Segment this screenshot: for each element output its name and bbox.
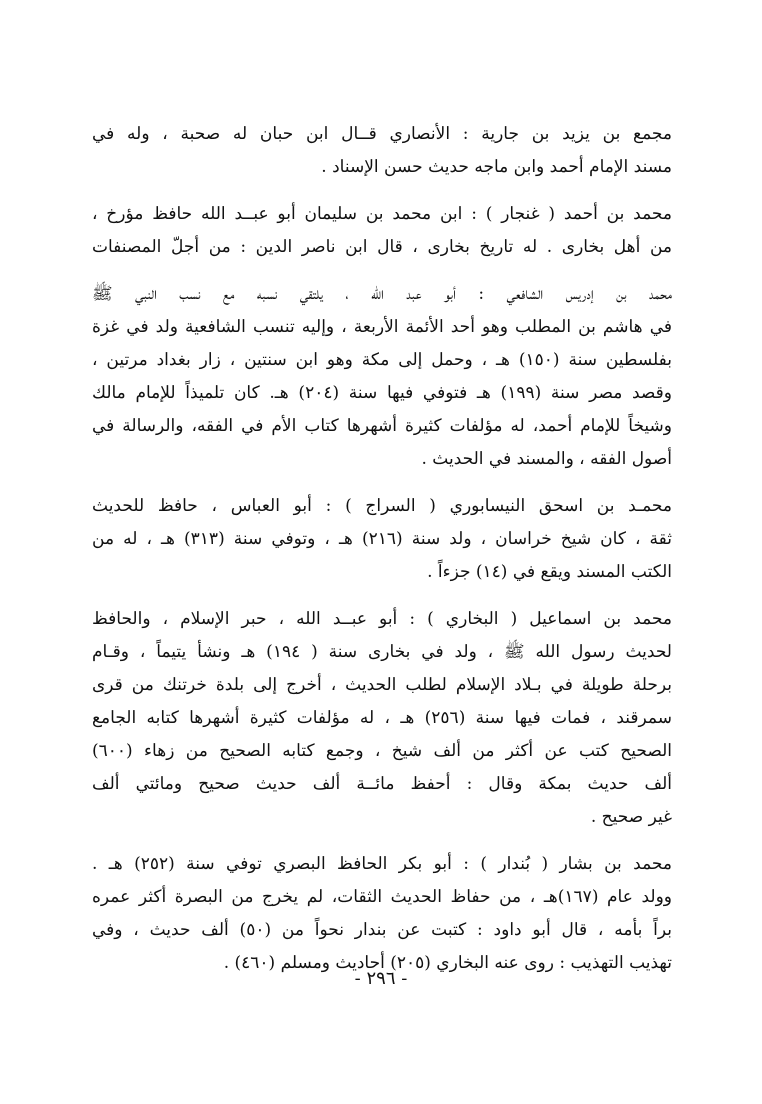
entry-line: براً بأمه ، قال أبو داود : كتبت عن بندار نحواً من (٥٠) ألف حديث ، وفي: [92, 920, 672, 940]
entry-line: مجمع بن يزيد بن جارية : الأنصاري قــال ابن حبان له صحبة ، وله في: [92, 124, 672, 144]
entry-line: الكتب المسند ويقع في (١٤) جزءاً .: [427, 562, 672, 582]
entry-line: محمد بن أحمد ( غنجار ) : ابن محمد بن سليمان أبو عبــد الله حافظ مؤرخ ،: [92, 204, 672, 224]
entry-line: لحديث رسول الله ﷺ ، ولد في بخارى سنة ( ١٩٤) هـ ونشأ يتيماً ، وقـام: [92, 642, 672, 662]
entry-al-bukhari: [92, 603, 672, 834]
entry-line: وولد عام (١٦٧)هـ ، من حفاظ الحديث الثقات، لم يخرج من البصرة أكثر عمره: [92, 887, 672, 907]
entry-line: وشيخاً للإمام أحمد، له مؤلفات كثيرة أشهرها كتاب الأم في الفقه، والرسالة في: [92, 416, 672, 436]
entry-line: محمد بن إدريس الشافعي : أبو عبد الله ، يلتقي نسبه مع نسب النبي ﷺ: [92, 284, 672, 304]
entry-line: محمـد بن اسحق النيسابوري ( السراج ) : أبو العباس ، حافظ للحديث: [92, 496, 672, 516]
entry-line: ثقة ، كان شيخ خراسان ، ولد سنة (٢١٦) هـ ، وتوفي سنة (٣١٣) هـ ، له من: [92, 529, 672, 549]
entry-line: برحلة طويلة في بـلاد الإسلام لطلب الحديث ، أخرج إلى بلدة خرتنك من قرى: [92, 675, 672, 695]
entry-line: وقصد مصر سنة (١٩٩) هـ فتوفي فيها سنة (٢٠٤) هـ. كان تلميذاً للإمام مالك: [92, 383, 672, 403]
entry-line: ألف حديث بمكة وقال : أحفظ مائــة ألف حديث صحيح ومائتي ألف: [92, 774, 672, 794]
entry-line: غير صحيح .: [590, 807, 672, 827]
entry-line: الصحيح كتب عن أكثر من ألف شيخ ، وجمع كتابه الصحيح من زهاء (٦٠٠): [92, 741, 672, 761]
entries-container: [92, 118, 672, 994]
entry-line: أصول الفقه ، والمسند في الحديث .: [421, 449, 672, 469]
entry-mujamma-ibn-yazid: [92, 118, 672, 184]
entry-line: بفلسطين سنة (١٥٠) هـ ، وحمل إلى مكة وهو ابن سنتين ، زار بغداد مرتين ،: [92, 350, 672, 370]
entry-al-sarraj: [92, 490, 672, 589]
entry-bundar: [92, 848, 672, 980]
entry-line: مسند الإمام أحمد وابن ماجه حديث حسن الإسناد .: [321, 157, 672, 177]
page-number: - ٢٩٦ -: [354, 968, 408, 989]
entry-line: تهذيب التهذيب : روى عنه البخاري (٢٠٥) أحاديث ومسلم (٤٦٠) .: [223, 953, 672, 973]
entry-muhammad-ibn-ahmad-ghunjar: [92, 198, 672, 264]
entry-line: محمد بن بشار ( بُندار ) : أبو بكر الحافظ البصري توفي سنة (٢٥٢) هـ .: [92, 854, 672, 874]
entry-al-shafii: [92, 278, 672, 476]
entry-line: محمد بن اسماعيل ( البخاري ) : أبو عبــد الله ، حبر الإسلام ، والحافظ: [92, 609, 672, 629]
entry-line: في هاشم بن المطلب وهو أحد الأئمة الأربعة ، وإليه تنسب الشافعية ولد في غزة: [92, 317, 672, 337]
entry-line: من أهل بخارى . له تاريخ بخارى ، قال ابن ناصر الدين : من أجلّ المصنفات: [92, 237, 672, 257]
entry-line: سمرقند ، فمات فيها سنة (٢٥٦) هـ ، له مؤلفات كثيرة أشهرها كتابه الجامع: [92, 708, 672, 728]
